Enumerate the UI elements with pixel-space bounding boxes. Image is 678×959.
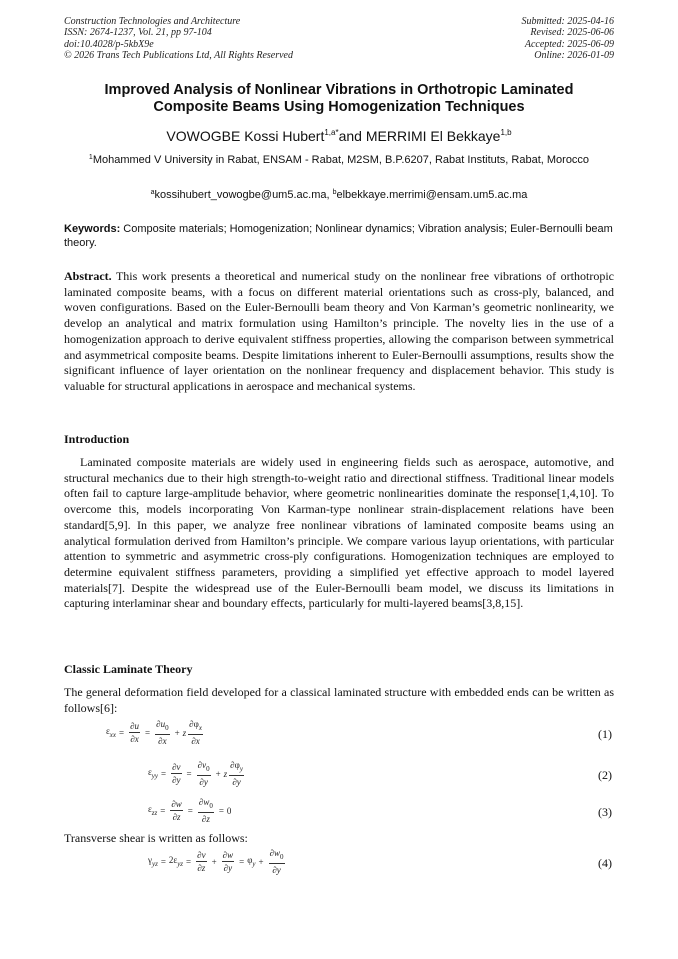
email-marker: b [332, 189, 337, 196]
clt-paragraph: The general deformation field developed for a classical laminated structure with embedded ends can be written as follows[6]: [64, 685, 614, 715]
affiliation-text: Mohammed V University in Rabat, ENSAM - Rabat, M2SM, B.P.6207, Rabat Instituts, Rabat, Morocco [92, 154, 590, 166]
author-list [64, 124, 614, 145]
author-connector: and [338, 128, 362, 144]
title-line-2: Composite Beams Using Homogenization Techniques [153, 99, 525, 115]
keywords [64, 222, 614, 250]
journal-copyright: © 2026 Trans Tech Publications Ltd, All Rights Reserved [64, 50, 293, 62]
equation-number: (4) [598, 856, 612, 870]
author-affiliation-marker: 1,b [500, 128, 512, 137]
email-marker: a [150, 189, 155, 196]
introduction-paragraph: Laminated composite materials are widely used in engineering fields such as aerospace, automotive, and structural mechanics due to their high strength-to-weight ratio and directional stiffness. Traditional linear models often fail to capture large-amplitude behavior, where geometric nonlinearities dominate the response[1,4,10]. To overcome this, models incorporating Von Karman-type nonlinear strain-displacement relations have been standard[5,9]. In this paper, we analyze free nonlinear vibrations of laminated composite beams using an analytical formulation derived from Hamilton’s principle. We compare various layup orientations, with particular attention to symmetric and asymmetric cross-ply configurations. Homogenization techniques are employed to determine equivalent stiffness parameters, providing a simplified yet effective approach to model layered materials[7]. Despite the widespread use of the Euler-Bernoulli beam model, we discuss its limitations in capturing interlaminar shear and boundary effects, particularly for multi-layered beams[3,8,15]. [64, 455, 614, 611]
abstract [64, 269, 614, 395]
section-heading-classic-laminate-theory: Classic Laminate Theory [64, 662, 193, 676]
equation-number: (1) [598, 727, 612, 741]
paper-title [64, 82, 614, 116]
journal-header-left [64, 16, 293, 62]
keywords-text: Composite materials; Homogenization; Nonlinear dynamics; Vibration analysis; Euler-Bernoulli beam theory. [64, 223, 613, 249]
affiliation-marker: 1 [88, 154, 93, 161]
title-line-1: Improved Analysis of Nonlinear Vibrations in Orthotropic Laminated [104, 82, 574, 98]
author-emails [64, 186, 614, 202]
transverse-shear-paragraph: Transverse shear is written as follows: [64, 831, 248, 845]
online-date: Online: 2026-01-09 [534, 50, 614, 62]
affiliation [70, 150, 608, 169]
equation-4: $\gamma_{yz}$ = $2\varepsilon_{yz}$ = $\frac{\partial v}{\partial z}$ + $\frac{\partial w}{\partial y}$ = $\varphi_y$ + $\frac{\partial w_0}{\partial y}$ [148, 848, 284, 875]
equation-number: (3) [598, 805, 612, 819]
author-name: VOWOGBE Kossi Hubert [166, 128, 325, 144]
abstract-label: Abstract. [64, 269, 112, 283]
keywords-label: Keywords: [64, 223, 121, 235]
abstract-text: This work presents a theoretical and numerical study on the nonlinear free vibrations of orthotropic laminated composite beams, with a focus on different material orientations such as cross-ply, balanced, and woven configurations. Based on the Euler-Bernoulli beam theory and Von Karman’s geometric nonlinearity, we develop an analytical and matrix formulation using Hamilton’s principle. The novelty lies in the use of a homogenization approach to derive equivalent stiffness properties, allowing the comparison between symmetrical and asymmetrical composite beams. Despite limitations inherent to Euler-Bernoulli assumptions, results show the significant influence of layer orientation on the nonlinear frequency and displacement behavior. This study is valuable for structural applications in aerospace and mechanical systems. [64, 269, 614, 393]
equation-2: $\varepsilon_{yy}$ = $\frac{\partial v}{\partial y}$ = $\frac{\partial v_0}{\partial y}$ + z $\frac{\partial\varphi_y}{\partial y}$ [148, 760, 243, 787]
email-link[interactable]: kossihubert_vowogbe@um5.ac.ma, [154, 189, 333, 201]
submitted-date: Submitted: 2025-04-16 [521, 16, 614, 27]
journal-doi[interactable]: doi:10.4028/p-5kbX9e [64, 38, 154, 50]
author-affiliation-marker: 1,a* [324, 128, 339, 137]
equation-3: $\varepsilon_{zz}$ = $\frac{\partial w}{\partial z}$ = $\frac{\partial w_0}{\partial z}$ = 0 [148, 797, 232, 824]
journal-issn: ISSN: 2674-1237, Vol. 21, pp 97-104 [64, 27, 212, 39]
accepted-date: Accepted: 2025-06-09 [524, 38, 614, 50]
author-name: MERRIMI El Bekkaye [365, 128, 501, 144]
journal-header-right [522, 16, 615, 62]
email-link[interactable]: elbekkaye.merrimi@ensam.um5.ac.ma [336, 189, 528, 201]
equation-1: $\varepsilon_{xx}$ = $\frac{\partial u}{\partial x}$ = $\frac{\partial u_0}{\partial x}$ + z $\frac{\partial\varphi_x}{\partial x}$ [106, 719, 202, 746]
equation-number: (2) [598, 768, 612, 782]
journal-name: Construction Technologies and Architecture [64, 16, 241, 27]
section-heading-introduction: Introduction [64, 432, 130, 446]
revised-date: Revised: 2025-06-06 [530, 27, 614, 39]
